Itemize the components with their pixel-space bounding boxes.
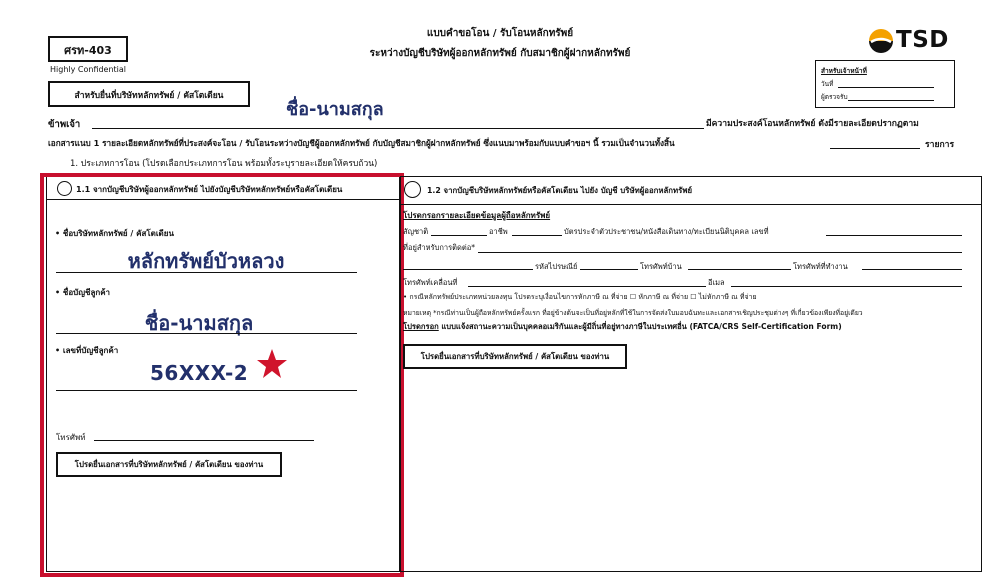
confidential-label: Highly Confidential: [50, 65, 127, 74]
address-line-2: [403, 269, 533, 270]
account-name-line: [56, 333, 357, 334]
form-code: ศรท-403: [64, 44, 112, 57]
option-1-1-label: 1.1 จากบัญชีบริษัทผู้ออกหลักทรัพย์ ไปยังบัญชีบริษัทหลักทรัพย์หรือคัสโตเดียน: [76, 185, 343, 194]
remark: หมายเหตุ *กรณีท่านเป็นผู้ถือหลักทรัพย์ครั้งแรก ที่อยู่ข้างต้นจะเป็นที่อยู่หลักที่ใช้ในการจัดส่งใบมอบฉันทะและเอกสารเชิญประชุมต่างๆ ที่เกี่ยวข้องเพียงที่อยู่เดียว: [403, 309, 863, 317]
issuer-label: สำหรับยื่นที่บริษัทหลักทรัพย์ / คัสโตเดียน: [74, 91, 224, 101]
email-line: [731, 286, 962, 287]
officer-title: สำหรับเจ้าหน้าที่: [821, 67, 867, 75]
occupation-line: [512, 235, 562, 236]
filled-name-top: ชื่อ-นามสกุล: [286, 99, 384, 120]
nationality-label: สัญชาติ: [403, 227, 429, 236]
home-phone-label: โทรศัพท์บ้าน: [640, 262, 682, 271]
account-no-line: [56, 390, 357, 391]
option-1-1-radio[interactable]: [57, 181, 72, 196]
name-line: [92, 128, 704, 129]
fatca-text: แบบแจ้งสถานะความเป็นบุคคลอเมริกันและผู้มีถิ่นที่อยู่ทางภาษีในประเทศอื่น (FATCA/CRS Self-Certification Form): [438, 322, 842, 331]
tax-note: • กรณีหลักทรัพย์ประเภทหน่วยลงทุน โปรดระบุเงื่อนไขการหักภาษี ณ ที่จ่าย ☐ หักภาษี ณ ที่จ่าย ☐ ไม่หักภาษี ณ ที่จ่าย: [403, 293, 757, 301]
form-title-1: แบบคำขอโอน / รับโอนหลักทรัพย์: [426, 28, 574, 39]
mobile-label: โทรศัพท์เคลื่อนที่: [403, 278, 458, 287]
right-submit-button[interactable]: โปรดยื่นเอกสารที่บริษัทหลักทรัพย์ / คัสโตเดียน ของท่าน: [403, 344, 627, 369]
items-count-line: [830, 148, 920, 149]
form-title-2: ระหว่างบัญชีบริษัทผู้ออกหลักทรัพย์ กับสมาชิกผู้ฝากหลักทรัพย์: [369, 48, 631, 59]
broker-label: • ชื่อบริษัทหลักทรัพย์ / คัสโตเดียน: [55, 229, 174, 238]
intent-text: มีความประสงค์โอนหลักทรัพย์ ดังมีรายละเอียดปรากฏตาม: [706, 119, 919, 129]
officer-date-label: วันที่: [821, 80, 834, 88]
option-1-2-divider: [400, 204, 982, 205]
fatca-prefix: โปรดกรอก: [403, 322, 439, 331]
tsd-logo: [866, 27, 956, 55]
tsd-logo-text: TSD: [896, 27, 949, 53]
officer-checker-label: ผู้ตรวจรับ: [821, 93, 848, 101]
mobile-line: [468, 286, 706, 287]
broker-line: [56, 272, 357, 273]
occupation-label: อาชีพ: [489, 227, 508, 236]
postcode-label: รหัสไปรษณีย์: [535, 262, 578, 271]
nationality-line: [431, 235, 487, 236]
holder-heading: โปรดกรอกรายละเอียดข้อมูลผู้ถือหลักทรัพย์: [403, 211, 551, 220]
email-label: อีเมล: [708, 278, 725, 287]
phone-line: [94, 440, 314, 441]
account-no-value: 56XXX-2: [150, 361, 249, 385]
id-card-line: [826, 235, 962, 236]
account-no-label: • เลขที่บัญชีลูกค้า: [55, 346, 119, 355]
attachment-text: เอกสารแนบ 1 รายละเอียดหลักทรัพย์ที่ประสงค์จะโอน / รับโอนระหว่างบัญชีผู้ออกหลักทรัพย์ กับบัญชีสมาชิกผู้ฝากหลักทรัพย์ ซึ่งแนบมาพร้อมกับแบบคำขอฯ นี้ รวมเป็นจำนวนทั้งสิ้น: [48, 138, 675, 148]
postcode-line: [580, 269, 638, 270]
officer-date-line: [838, 87, 934, 88]
address-label: ที่อยู่สำหรับการติดต่อ*: [403, 243, 476, 252]
left-submit-button[interactable]: โปรดยื่นเอกสารที่บริษัทหลักทรัพย์ / คัสโตเดียน ของท่าน: [56, 452, 282, 477]
star-icon: [256, 348, 288, 380]
option-1-2-label: 1.2 จากบัญชีบริษัทหลักทรัพย์หรือคัสโตเดียน ไปยัง บัญชี บริษัทผู้ออกหลักทรัพย์: [427, 186, 693, 195]
broker-value: หลักทรัพย์บัวหลวง: [127, 249, 285, 273]
phone-label: โทรศัพท์: [56, 433, 86, 442]
account-name-label: • ชื่อบัญชีลูกค้า: [55, 288, 111, 297]
fatca-line: [403, 321, 842, 333]
items-unit: รายการ: [925, 140, 955, 150]
option-1-1-divider: [46, 199, 400, 200]
account-name-value: ชื่อ-นามสกุล: [144, 311, 254, 335]
address-line-1: [478, 252, 962, 253]
officer-checker-line: [848, 100, 934, 101]
home-phone-line: [688, 269, 791, 270]
option-1-2-radio[interactable]: [404, 181, 421, 198]
id-card-label: บัตรประจำตัวประชาชน/หนังสือเดินทาง/ทะเบียนนิติบุคคล เลขที่: [564, 227, 769, 236]
work-phone-line: [862, 269, 962, 270]
work-phone-label: โทรศัพท์ที่ทำงาน: [793, 262, 848, 271]
transfer-type-heading: 1. ประเภทการโอน (โปรดเลือกประเภทการโอน พร้อมทั้งระบุรายละเอียดให้ครบถ้วน): [70, 159, 378, 169]
tsd-logo-icon: [866, 27, 896, 55]
i-label: ข้าพเจ้า: [48, 119, 81, 130]
